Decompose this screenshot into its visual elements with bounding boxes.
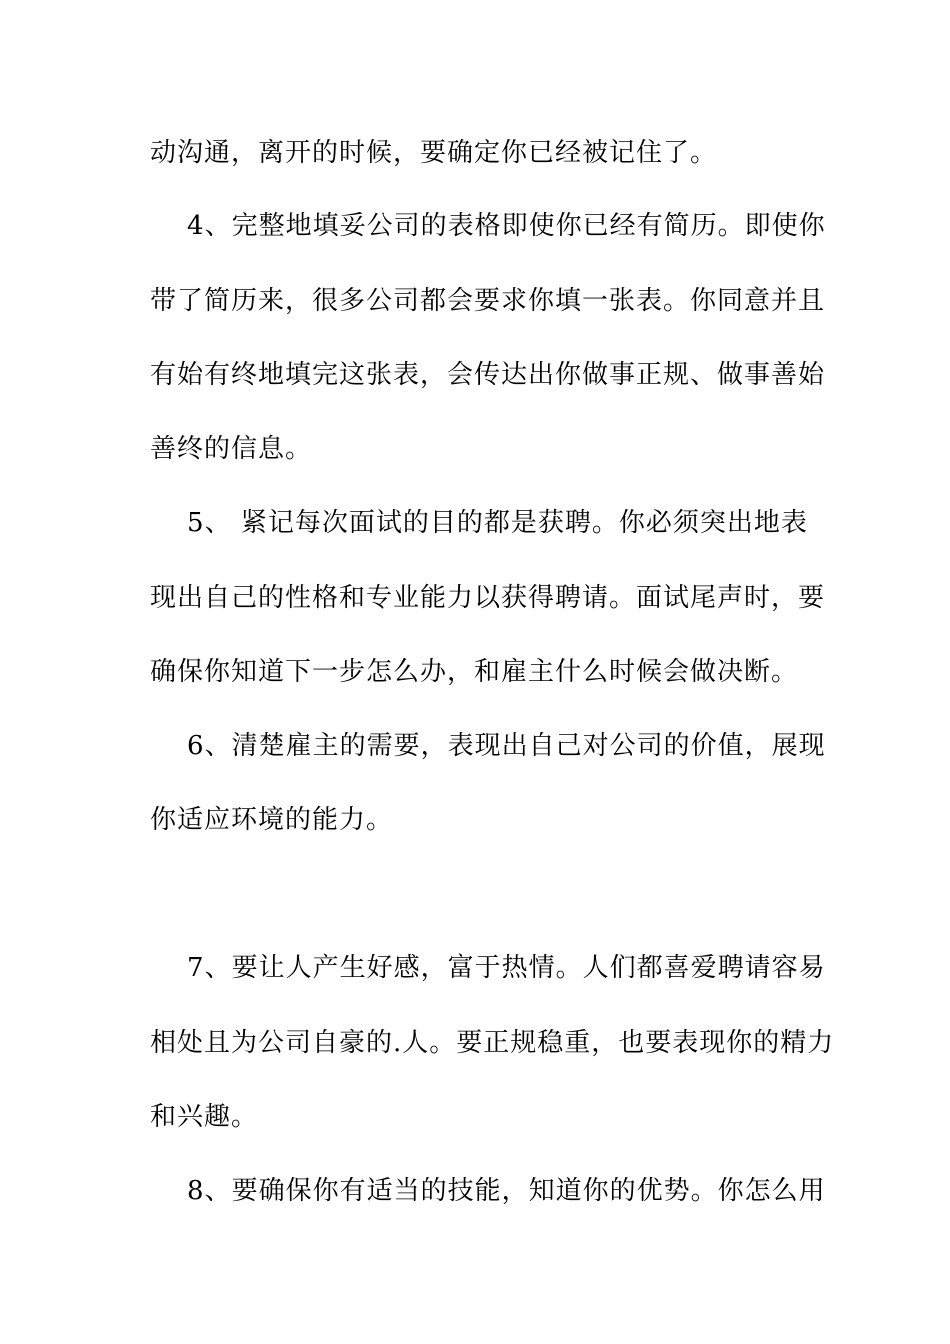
text-line: 6、清楚雇主的需要，表现出自己对公司的价值，展现 [150,731,826,761]
text-line: 相处且为公司自豪的.人。要正规稳重，也要表现你的精力 [150,1028,835,1058]
text-line: 善终的信息。 [150,434,313,464]
text-line: 4、完整地填妥公司的表格即使你已经有简历。即使你 [150,211,826,241]
text-line: 和兴趣。 [150,1102,259,1132]
text-line: 带了简历来，很多公司都会要求你填一张表。你同意并且 [150,286,826,316]
text-line: 确保你知道下一步怎么办，和雇主什么时候会做决断。 [150,657,799,687]
text-line: 有始有终地填完这张表，会传达出你做事正规、做事善始 [150,360,826,390]
text-line: 动沟通，离开的时候，要确定你已经被记住了。 [150,138,718,168]
text-line: 7、要让人产生好感，富于热情。人们都喜爱聘请容易 [150,953,826,983]
text-line: 你适应环境的能力。 [150,805,394,835]
text-line: 8、要确保你有适当的技能，知道你的优势。你怎么用 [150,1176,826,1206]
text-line: 5、 紧记每次面试的目的都是获聘。你必须突出地表 [150,508,808,538]
text-line: 现出自己的性格和专业能力以获得聘请。面试尾声时，要 [150,583,826,613]
